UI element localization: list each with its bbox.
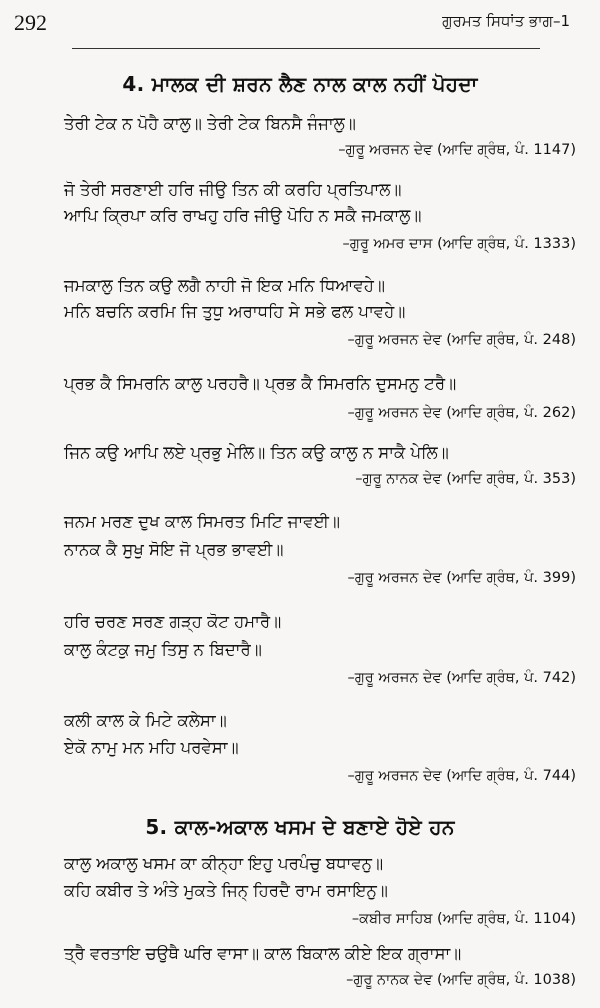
citation: –ਗੁਰੂ ਅਰਜਨ ਦੇਵ (ਆਦਿ ਗ੍ਰੰਥ, ਪੰ. 1147) (338, 142, 576, 158)
verse-line: ਜੋ ਤੇਰੀ ਸਰਣਾਈ ਹਰਿ ਜੀਉ ਤਿਨ ਕੀ ਕਰਹਿ ਪ੍ਰਤਿਪਾਲ॥ (64, 180, 402, 199)
citation: –ਗੁਰੂ ਅਰਜਨ ਦੇਵ (ਆਦਿ ਗ੍ਰੰਥ, ਪੰ. 399) (347, 570, 576, 586)
citation: –ਕਬੀਰ ਸਾਹਿਬ (ਆਦਿ ਗ੍ਰੰਥ, ਪੰ. 1104) (351, 911, 576, 927)
header-rule (72, 48, 540, 49)
citation: –ਗੁਰੂ ਅਰਜਨ ਦੇਵ (ਆਦਿ ਗ੍ਰੰਥ, ਪੰ. 262) (347, 405, 576, 421)
verse-line: ਮਨਿ ਬਚਨਿ ਕਰਮਿ ਜਿ ਤੁਧੁ ਅਰਾਧਹਿ ਸੇ ਸਭੇ ਫਲ ਪਾਵਹੇ॥ (64, 302, 406, 321)
page-number: 292 (14, 10, 47, 35)
page-header (14, 6, 570, 42)
verse-line: ਏਕੋ ਨਾਮੁ ਮਨ ਮਹਿ ਪਰਵੇਸਾ॥ (64, 738, 239, 757)
verse-line: ਜਮਕਾਲੁ ਤਿਨ ਕਉ ਲਗੈ ਨਾਹੀ ਜੋ ਇਕ ਮਨਿ ਧਿਆਵਹੇ॥ (64, 276, 385, 295)
verse-line: ਕਾਲੁ ਅਕਾਲੁ ਖਸਮ ਕਾ ਕੀਨ੍ਹਾ ਇਹੁ ਪਰਪੰਚੁ ਬਧਾਵਨੁ॥ (64, 854, 384, 873)
verse-line: ਕਹਿ ਕਬੀਰ ਤੇ ਅੰਤੇ ਮੁਕਤੇ ਜਿਨ੍ ਹਿਰਦੈ ਰਾਮ ਰਸਾਇਨੁ॥ (64, 881, 388, 900)
verse-line: ਤ੍ਰੈ ਵਰਤਾਇ ਚਉਥੈ ਘਰਿ ਵਾਸਾ॥ ਕਾਲ ਬਿਕਾਲ ਕੀਏ ਇਕ ਗ੍ਰਾਸਾ॥ (64, 944, 462, 963)
citation: –ਗੁਰੂ ਨਾਨਕ ਦੇਵ (ਆਦਿ ਗ੍ਰੰਥ, ਪੰ. 1038) (346, 972, 576, 988)
verse-line: ਕਾਲੁ ਕੰਟਕੁ ਜਮੁ ਤਿਸੁ ਨ ਬਿਦਾਰੈ॥ (64, 640, 262, 659)
citation: –ਗੁਰੂ ਅਮਰ ਦਾਸ (ਆਦਿ ਗ੍ਰੰਥ, ਪੰ. 1333) (342, 236, 576, 252)
verse-line: ਜਨਮ ਮਰਣ ਦੁਖ ਕਾਲ ਸਿਮਰਤ ਮਿਟਿ ਜਾਵਈ॥ (64, 512, 341, 531)
verse-line: ਹਰਿ ਚਰਣ ਸਰਣ ਗੜ੍ਹ ਕੋਟ ਹਮਾਰੈ॥ (64, 612, 282, 631)
verse-line: ਆਪਿ ਕ੍ਰਿਪਾ ਕਰਿ ਰਾਖਹੁ ਹਰਿ ਜੀਉ ਪੋਹਿ ਨ ਸਕੈ ਜਮਕਾਲੁ॥ (64, 206, 422, 225)
verse-line: ਤੇਰੀ ਟੇਕ ਨ ਪੋਹੈ ਕਾਲੁ॥ ਤੇਰੀ ਟੇਕ ਬਿਨਸੈ ਜੰਜਾਲੁ॥ (64, 114, 356, 133)
verse-line: ਕਲੀ ਕਾਲ ਕੇ ਮਿਟੇ ਕਲੇਸਾ॥ (64, 711, 227, 730)
verse-line: ਪ੍ਰਭ ਕੈ ਸਿਮਰਨਿ ਕਾਲੁ ਪਰਹਰੈ॥ ਪ੍ਰਭ ਕੈ ਸਿਮਰਨਿ ਦੁਸਮਨੁ ਟਰੈ॥ (64, 374, 457, 393)
running-head: ਗੁਰਮਤ ਸਿਧਾਂਤ ਭਾਗ–1 (442, 12, 570, 30)
citation: –ਗੁਰੂ ਅਰਜਨ ਦੇਵ (ਆਦਿ ਗ੍ਰੰਥ, ਪੰ. 742) (347, 670, 576, 686)
citation: –ਗੁਰੂ ਅਰਜਨ ਦੇਵ (ਆਦਿ ਗ੍ਰੰਥ, ਪੰ. 248) (347, 332, 576, 348)
citation: –ਗੁਰੂ ਨਾਨਕ ਦੇਵ (ਆਦਿ ਗ੍ਰੰਥ, ਪੰ. 353) (355, 471, 576, 487)
verse-line: ਜਿਨ ਕਉ ਆਪਿ ਲਏ ਪ੍ਰਭੁ ਮੇਲਿ॥ ਤਿਨ ਕਉ ਕਾਲੁ ਨ ਸਾਕੈ ਪੇਲਿ॥ (64, 443, 449, 462)
citation: –ਗੁਰੂ ਅਰਜਨ ਦੇਵ (ਆਦਿ ਗ੍ਰੰਥ, ਪੰ. 744) (347, 768, 576, 784)
section-heading: 5. ਕਾਲ-ਅਕਾਲ ਖਸਮ ਦੇ ਬਣਾਏ ਹੋਏ ਹਨ (145, 815, 455, 839)
section-heading: 4. ਮਾਲਕ ਦੀ ਸ਼ਰਨ ਲੈਣ ਨਾਲ ਕਾਲ ਨਹੀਂ ਪੋਹਦਾ (122, 72, 478, 96)
verse-line: ਨਾਨਕ ਕੈ ਸੁਖੁ ਸੋਇ ਜੋ ਪ੍ਰਭ ਭਾਵਈ॥ (64, 540, 284, 559)
